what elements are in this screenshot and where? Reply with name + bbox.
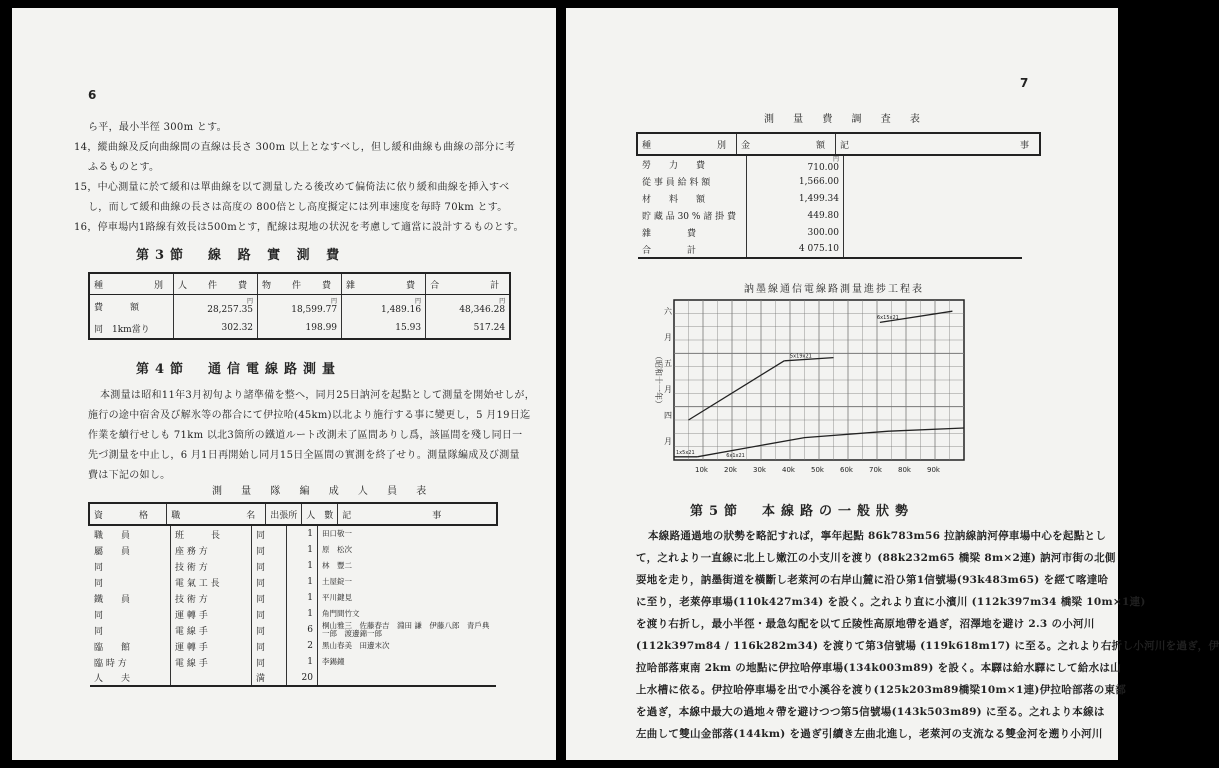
staff-cell: 同: [252, 574, 287, 590]
staff-cell: 技 術 方: [171, 558, 252, 574]
survey-remark-cell: [844, 156, 1023, 173]
staff-cell: 座 務 方: [171, 542, 252, 558]
chart-annotation: 5x19x21: [790, 353, 812, 360]
table-row: [90, 606, 496, 622]
cost-table: [88, 272, 511, 340]
staff-cell: 田口敬一: [318, 526, 497, 542]
survey-cell: 從 事 員 給 料 額: [642, 178, 711, 188]
staff-cell: 同: [94, 610, 104, 621]
text-line: 14，縱曲線及反向曲線間の直線は長さ 300m 以上となすべし，但し緩和曲線も曲線の部分に考: [74, 142, 516, 153]
staff-header: 出張所: [266, 503, 302, 525]
yen-unit: 円: [331, 297, 338, 305]
left-page: [12, 8, 556, 760]
staff-cell: 1: [287, 558, 318, 574]
x-tick-label: 30k: [753, 466, 766, 474]
x-tick-label: 70k: [869, 466, 882, 474]
text-line: ら平，最小半徑 300m とす。: [88, 122, 227, 133]
staff-caption: 測 量 隊 編 成 人 員 表: [212, 486, 435, 497]
cost-header: 合 計: [426, 273, 511, 295]
staff-cell: 同: [252, 622, 287, 638]
section5-title: 第5節 本線路の一般狀勢: [690, 504, 915, 519]
survey-cell: 1,566.00: [747, 173, 844, 190]
cost-cell: 同 1km當り: [94, 324, 150, 335]
staff-table: [88, 502, 498, 526]
chart-annotation: 1x5x21: [676, 450, 695, 456]
staff-cell: 運 轉 手: [171, 606, 252, 622]
cost-cell: [342, 295, 426, 319]
staff-cell: 同: [252, 606, 287, 622]
survey-cell: 300.00: [747, 224, 844, 241]
text-line: 耍地を走り，訥墨街道を橫斷し老萊河の右岸山麓に沿ひ第1信號場(93k483m65) を經て喀達哈: [636, 574, 1109, 586]
staff-cell: 満: [252, 670, 287, 686]
staff-cell: 1: [287, 654, 318, 670]
text-line: し，而して緩和曲線の長さは高度の 800倍とし高度擬定には列車速度を毎時 70km とす。: [88, 202, 508, 213]
staff-cell: 臨 時 方: [94, 658, 127, 669]
staff-cell: 2: [287, 638, 318, 654]
staff-cell: 鐵 員: [94, 594, 131, 605]
cost-cell: 517.24: [426, 319, 511, 339]
x-tick-label: 60k: [840, 466, 853, 474]
cost-header: 雜 費: [342, 273, 426, 295]
yen-unit: 円: [415, 297, 422, 305]
staff-cell: 林 豐二: [318, 558, 497, 574]
table-row: [638, 173, 1022, 190]
text-line: 上水槽に依る。伊拉哈停車場を出で小溪谷を渡り(125k203m89橋梁10m×1連)伊拉哈部落の東部: [636, 684, 1127, 696]
staff-cell: 運 轉 手: [171, 638, 252, 654]
staff-cell: 電 線 手: [171, 622, 252, 638]
staff-cell: 班 長: [171, 526, 252, 542]
survey-cell: 勞 力 費: [642, 161, 706, 171]
staff-cell: 同: [94, 626, 104, 637]
staff-cell: 1: [287, 606, 318, 622]
table-row: [90, 670, 496, 686]
x-tick-label: 50k: [811, 466, 824, 474]
section3-title: 第3節 線 路 實 測 費: [136, 248, 346, 263]
staff-cell: 屬 員: [94, 546, 131, 557]
staff-header: 資 格: [89, 503, 167, 525]
y-tick-label: 五: [664, 359, 672, 368]
text-line: を過ぎ，本線中最大の過地々帶を避けつつ第5信號場(143k503m89) に至る。之れより本線は: [636, 706, 1105, 718]
staff-cell: 同: [94, 562, 104, 573]
survey-cell: 449.80: [747, 207, 844, 224]
y-axis-label: （昭和十一年）: [654, 352, 663, 408]
staff-cell: 1: [287, 526, 318, 542]
cost-cell: [174, 295, 258, 319]
staff-cell: 人 夫: [94, 674, 131, 684]
text-line: 拉哈部落東南 2km の地點に伊拉哈停車場(134k003m89) を設く。本驛は給水驛にして給水は山: [636, 662, 1122, 674]
cost-header: 物 件 費: [258, 273, 342, 295]
staff-cell: 角門間竹文: [318, 606, 497, 622]
survey-cell: 合 計: [642, 245, 697, 256]
text-line: 費は下記の如し。: [88, 470, 171, 481]
staff-cell: 李錫鐘: [318, 654, 497, 670]
cost-cell: 198.99: [258, 319, 342, 339]
cost-cell: 15.93: [342, 319, 426, 339]
text-line: ふるものとす。: [88, 162, 160, 173]
cost-header: 人 件 費: [174, 273, 258, 295]
staff-cell: 同: [252, 654, 287, 670]
staff-cell: 20: [287, 670, 318, 686]
staff-table-body: [90, 526, 496, 687]
staff-cell: 電 氣 工 長: [171, 574, 252, 590]
cost-cell: [426, 295, 511, 319]
survey-cell: 4 075.10: [747, 241, 844, 258]
survey-table-body: [638, 156, 1022, 259]
staff-cell: 同: [252, 590, 287, 606]
survey-table: [636, 132, 1041, 156]
survey-cell: 材 料 額: [642, 195, 706, 205]
y-tick-label: 月: [664, 437, 672, 446]
survey-cell: 雜 費: [642, 229, 697, 239]
table-row: [90, 574, 496, 590]
table-row: [638, 156, 1022, 173]
staff-cell: 平川鍵見: [318, 590, 497, 606]
cost-cell: [258, 295, 342, 319]
staff-cell: 土屋錠一: [318, 574, 497, 590]
staff-cell: 同: [252, 558, 287, 574]
survey-cell: 1,499.34: [747, 190, 844, 207]
staff-cell: 同: [252, 638, 287, 654]
cost-header: 種 別: [89, 273, 174, 295]
cost-cell: 302.32: [174, 319, 258, 339]
cost-value: 28,257.35: [207, 304, 254, 315]
text-line: 先づ測量を中止し，6 月1日再開始し同月15日全區間の實測を終了せり。測量隊編成及び測量: [88, 450, 520, 461]
text-line: (112k397m84 / 116k282m34) を渡りて第3信號場 (119k618m17) に至る。之れより右折し小河川を過ぎ，伊: [636, 640, 1219, 652]
text-line: 本線路通過地の狀勢を略記すれば，寧年起點 86k783m56 拉訥線訥河停車場中心を起點とし: [648, 530, 1107, 542]
staff-cell: 同: [252, 526, 287, 542]
staff-cell: 1: [287, 590, 318, 606]
progress-chart: [650, 290, 980, 490]
staff-cell: 1: [287, 542, 318, 558]
table-row: [90, 638, 496, 654]
text-line: 本測量は昭和11年3月初旬より諸準備を整へ，同月25日訥河を起點として測量を開始せしが，: [100, 390, 536, 401]
x-tick-label: 40k: [782, 466, 795, 474]
right-page: [566, 8, 1219, 760]
text-line: 施行の途中宿舍及び解氷等の都合にて伊拉哈(45km)以北より施行する事に變更し，5 月19日迄: [88, 410, 531, 421]
staff-cell: 同: [94, 578, 104, 589]
staff-cell: 電 線 手: [171, 654, 252, 670]
yen-unit: 円: [247, 297, 254, 305]
table-row: [638, 207, 1022, 224]
x-tick-label: 20k: [724, 466, 737, 474]
yen-unit: 円: [499, 297, 506, 305]
chart-caption: 訥墨線通信電線路測量進捗工程表: [744, 284, 924, 295]
staff-cell: [318, 670, 497, 686]
cost-value: 48,346.28: [459, 304, 506, 315]
table-row: [638, 224, 1022, 241]
table-row: [638, 241, 1022, 258]
survey-remark-cell: [844, 173, 1023, 190]
survey-header: 種 別: [637, 133, 737, 155]
yen-unit: 円: [832, 155, 839, 163]
staff-cell: 桐山雅三 佐藤春吉 淵田 謙 伊藤八郎 青戶典一郎 渡邊錦一郎: [318, 622, 497, 638]
text-line: 作業を續行せしも 71km 以北3箇所の鐵道ルート改測未了區間ありし爲，該區間を殘し同日一: [88, 430, 523, 441]
table-row: [90, 590, 496, 606]
staff-header: 記 事: [338, 503, 497, 525]
staff-cell: 1: [287, 574, 318, 590]
text-line: 15，中心測量に於て緩和は單曲線を以て測量したる後改めて偏倚法に依り緩和曲線を挿入すべ: [74, 182, 510, 193]
right-page-number: 7: [1020, 76, 1029, 90]
table-row: [90, 542, 496, 558]
survey-header: 金 額: [737, 133, 836, 155]
staff-cell: 臨 館: [94, 642, 131, 653]
table-row: [90, 558, 496, 574]
survey-remark-cell: [844, 224, 1023, 241]
survey-header: 記 事: [836, 133, 1041, 155]
chart-annotation: 6x15x21: [877, 315, 899, 322]
x-tick-label: 90k: [927, 466, 940, 474]
survey-value: 710.00: [807, 162, 839, 173]
table-row: [638, 190, 1022, 207]
y-tick-label: 月: [664, 333, 672, 342]
survey-remark-cell: [844, 241, 1023, 258]
survey-caption: 測 量 費 調 査 表: [764, 114, 928, 125]
y-tick-label: 六: [664, 307, 672, 316]
staff-cell: 黑山春美 田邊末次: [318, 638, 497, 654]
text-line: て，之れより一直線に北上し嫩江の小支川を渡り (88k232m65 橋梁 8m×2連) 訥河市街の北側: [636, 552, 1116, 564]
cost-value: 18,599.77: [291, 304, 338, 315]
staff-cell: 職 員: [94, 530, 131, 541]
survey-remark-cell: [844, 190, 1023, 207]
cost-cell: 費 額: [94, 303, 140, 314]
text-line: 16，停車場内1路線有效長は500mとす，配線は現地の状況を考慮して適當に設計するものとす。: [74, 222, 524, 233]
survey-cell: [747, 156, 844, 173]
x-tick-label: 10k: [695, 466, 708, 474]
staff-cell: 技 術 方: [171, 590, 252, 606]
text-line: 左曲して雙山金部落(144km) を過ぎ引續き左曲北進し，老萊河の支流なる雙金河を遡り小河川: [636, 728, 1103, 740]
text-line: を渡り右折し，最小半徑・最急勾配を以て丘陵性高原地帶を過ぎ，沼澤地を避け 2.3 の小河川: [636, 618, 1095, 630]
staff-cell: [171, 670, 252, 686]
staff-cell: 同: [252, 542, 287, 558]
chart-annotation: 6x1x21: [726, 452, 745, 459]
staff-cell: 6: [287, 622, 318, 638]
left-page-number: 6: [88, 88, 97, 102]
cost-value: 1,489.16: [380, 304, 422, 315]
y-tick-label: 四: [664, 411, 672, 420]
text-line: に至り，老萊停車場(110k427m34) を設く。之れより直に小濱川 (112k397m34 橋梁 10m×1連): [636, 596, 1146, 608]
survey-cell: 貯 藏 品 30 % 諸 掛 費: [642, 212, 737, 222]
section4-title: 第4節 通信電線路測量: [136, 362, 342, 377]
table-row: [90, 654, 496, 670]
survey-remark-cell: [844, 207, 1023, 224]
y-tick-label: 月: [664, 385, 672, 394]
staff-cell: 原 松次: [318, 542, 497, 558]
staff-header: 職 名: [167, 503, 266, 525]
table-row: [90, 526, 496, 542]
table-row: [90, 622, 496, 638]
staff-header: 人 數: [302, 503, 338, 525]
x-tick-label: 80k: [898, 466, 911, 474]
